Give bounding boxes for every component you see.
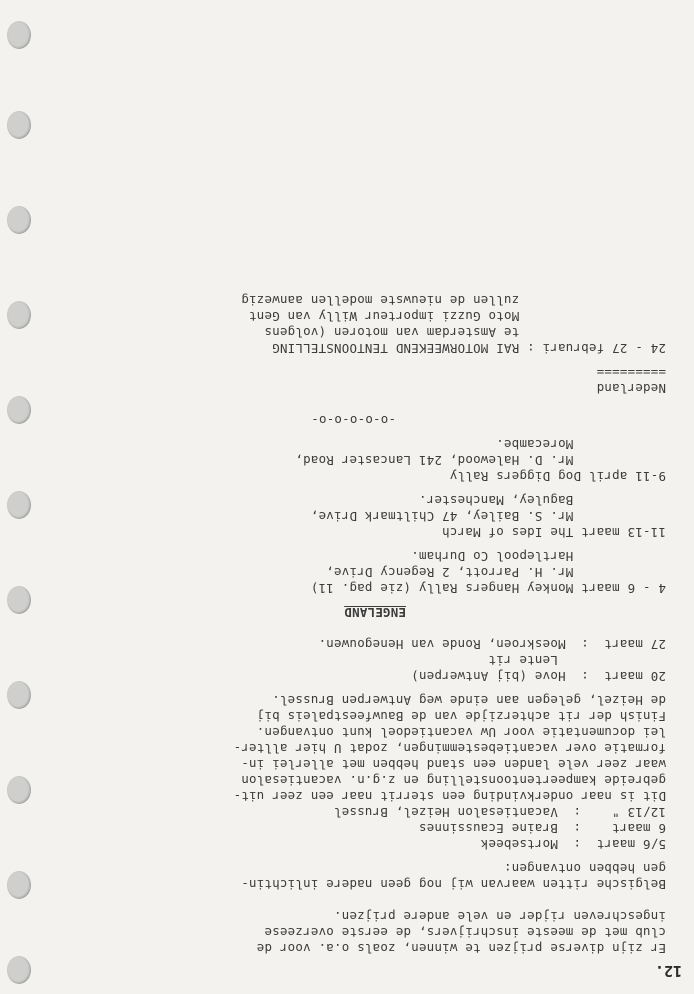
section-separator: -o-o-o-o-o- [311, 413, 396, 428]
event-line: Lente rit [488, 653, 666, 668]
intro-line: club met de meeste inschrijvers, de eerste overzeese [264, 925, 666, 940]
event-line: 20 maart : Hove (bij Antwerpen) [411, 669, 666, 684]
england-entry: Hartlepool Co Durham. [411, 549, 666, 564]
nederland-entry: zullen de nieuwste modellen aanwezig [241, 293, 666, 308]
vacation-text-line: formatie over vacantiebestemmingen, zodat U hier allter- [233, 741, 666, 756]
binder-hole [7, 111, 31, 139]
england-entry: 9-11 april Dog Diggers Rally [449, 469, 666, 484]
binder-hole [7, 586, 31, 614]
belgian-event: 12/13 " : Vacantiesalon Heizel, Brussel [333, 805, 666, 820]
england-entry: Baguley, Manchester. [418, 493, 666, 508]
nederland-entry: 24 - 27 februari : RAI MOTORWEEKEND TENTOONSTELLING [271, 341, 666, 356]
binder-hole [7, 776, 31, 804]
england-heading: ENGELAND [344, 605, 406, 620]
binder-hole [7, 871, 31, 899]
england-entry: 11-13 maart The Ides of March [441, 525, 666, 540]
page-number: 12. [654, 962, 682, 980]
intro-line: ingeschreven rijder en vele andere prijzen. [333, 909, 666, 924]
binder-hole [7, 21, 31, 49]
binder-holes [0, 0, 39, 994]
belgian-event: 5/6 maart : Mortsebeek [480, 837, 666, 852]
binder-hole [7, 206, 31, 234]
nederland-heading: Nederland [596, 381, 666, 396]
binder-hole [7, 396, 31, 424]
england-entry: Mr. H. Parrott, 2 Regency Drive, [326, 565, 666, 580]
nederland-entry: te Amsterdam van motoren (volgens [264, 325, 666, 340]
event-line: 27 maart : Moeskroen, Ronde van Henegouwen. [318, 637, 666, 652]
binder-hole [7, 681, 31, 709]
vacation-text-line: gebreide kampeertentoonstelling en z.g.n. vacantiesalon [241, 773, 666, 788]
belgian-intro-line: Belgische ritten waarvan wij nog geen nadere inlichtin- [241, 877, 666, 892]
binder-hole [7, 301, 31, 329]
belgian-event: 6 maart : Braine Ecaussinnes [418, 821, 666, 836]
document-body [51, 292, 666, 972]
binder-hole [7, 956, 31, 984]
binder-hole [7, 491, 31, 519]
vacation-text-line: Dit is naar onderkvinding een sterrit naar een zeer uit- [233, 789, 666, 804]
belgian-intro-line: gen hebben ontvangen: [503, 861, 666, 876]
vacation-text-line: de Heizel, gelegen aan einde weg Antwerpen Brussel. [271, 693, 666, 708]
england-entry: Morecambe. [496, 437, 666, 452]
england-entry: Mr. S. Bailey, 47 Chiltmark Drive, [310, 509, 666, 524]
intro-line: Er zijn diverse prijzen te winnen, zoals o.a. voor de [256, 941, 666, 956]
nederland-entry: Moto Guzzi importeur Willy van Gent [248, 309, 666, 324]
england-entry: Mr. D. Halewood, 241 Lancaster Road, [295, 453, 666, 468]
england-entry: 4 - 6 maart Monkey Hangers Rally (zie pag. 11) [310, 581, 666, 596]
vacation-text-line: Finish der rit achterzijde van de Bauwfeestpaleis bij [256, 709, 666, 724]
vacation-text-line: lei documentatie voor Uw vacantiedoel kunt ontvangen. [256, 725, 666, 740]
nederland-underline: ========= [596, 365, 666, 380]
vacation-text-line: waar zeer vele landen een stand hebben met allerlei in- [241, 757, 666, 772]
